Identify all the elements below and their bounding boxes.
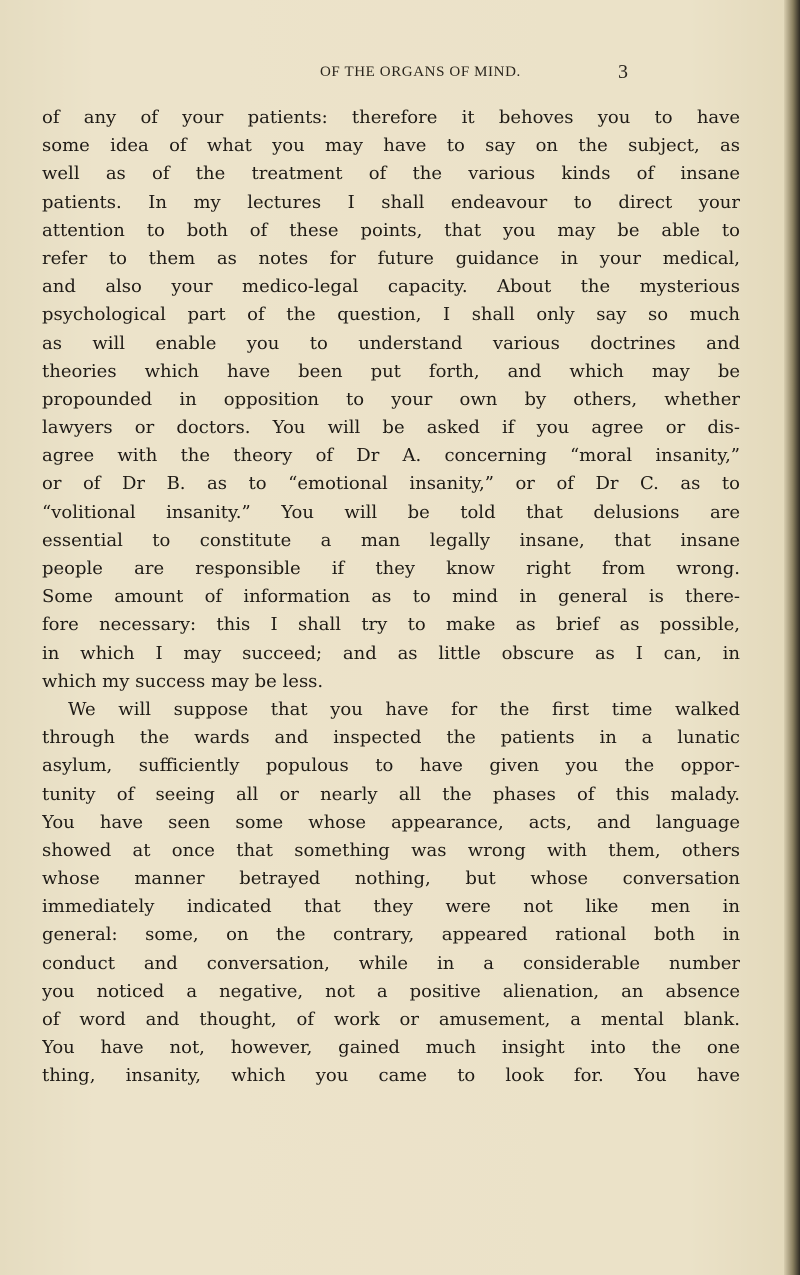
paragraph-first-line: We will suppose that you have for the first time walked: [68, 698, 740, 720]
text-line: in which I may succeed; and as little obscure as I can, in: [42, 642, 740, 664]
text-line: patients. In my lectures I shall endeavour to direct your: [42, 191, 740, 213]
text-line: which my success may be less.: [42, 670, 324, 692]
text-line: as will enable you to understand various doctrines and: [42, 332, 740, 354]
running-head: [0, 61, 800, 88]
text-line: people are responsible if they know right from wrong.: [42, 558, 740, 579]
text-line: attention to both of these points, that you may be able to: [42, 219, 740, 241]
text-line: refer to them as notes for future guidance in your medical,: [42, 247, 740, 269]
text-line: theories which have been put forth, and which may be: [42, 360, 740, 382]
text-line: tunity of seeing all or nearly all the phases of this malady.: [42, 783, 740, 805]
text-line: whose manner betrayed nothing, but whose conversation: [42, 868, 740, 890]
text-line: agree with the theory of Dr A. concerning “moral insanity,”: [42, 445, 740, 467]
text-line: through the wards and inspected the patients in a lunatic: [42, 727, 740, 749]
text-line: showed at once that something was wrong with them, others: [42, 839, 740, 861]
running-title: OF THE ORGANS OF MIND.: [320, 64, 521, 80]
text-line: you noticed a negative, not a positive alienation, an absence: [42, 980, 740, 1002]
page-number: 3: [618, 61, 628, 83]
text-line: psychological part of the question, I shall only say so much: [42, 304, 740, 326]
body-text: [42, 104, 740, 1091]
text-line: thing, insanity, which you came to look for. You have: [42, 1065, 740, 1087]
text-line: conduct and conversation, while in a considerable number: [42, 952, 740, 974]
text-line: “volitional insanity.” You will be told that delusions are: [42, 501, 740, 523]
text-line: You have not, however, gained much insight into the one: [42, 1037, 740, 1059]
text-line: essential to constitute a man legally insane, that insane: [42, 529, 740, 551]
text-line: You have seen some whose appearance, acts, and language: [42, 811, 740, 833]
text-line: immediately indicated that they were not like men in: [42, 896, 740, 918]
text-line: fore necessary: this I shall try to make as brief as possible,: [42, 614, 740, 636]
text-line: well as of the treatment of the various kinds of insane: [42, 163, 740, 185]
text-line: of word and thought, of work or amusement, a mental blank.: [42, 1009, 740, 1030]
text-line: and also your medico-legal capacity. About the mysterious: [42, 276, 740, 298]
page-edge-shadow: [784, 0, 800, 1275]
text-line: lawyers or doctors. You will be asked if you agree or dis-: [42, 417, 740, 439]
text-line: or of Dr B. as to “emotional insanity,” or of Dr C. as to: [42, 473, 740, 495]
text-line: asylum, sufficiently populous to have given you the oppor-: [42, 755, 740, 777]
text-line: Some amount of information as to mind in general is there-: [42, 586, 740, 608]
text-line: some idea of what you may have to say on the subject, as: [42, 135, 740, 157]
text-line: of any of your patients: therefore it behoves you to have: [42, 107, 740, 128]
text-line: propounded in opposition to your own by others, whether: [42, 388, 740, 410]
text-line: general: some, on the contrary, appeared rational both in: [42, 924, 740, 946]
